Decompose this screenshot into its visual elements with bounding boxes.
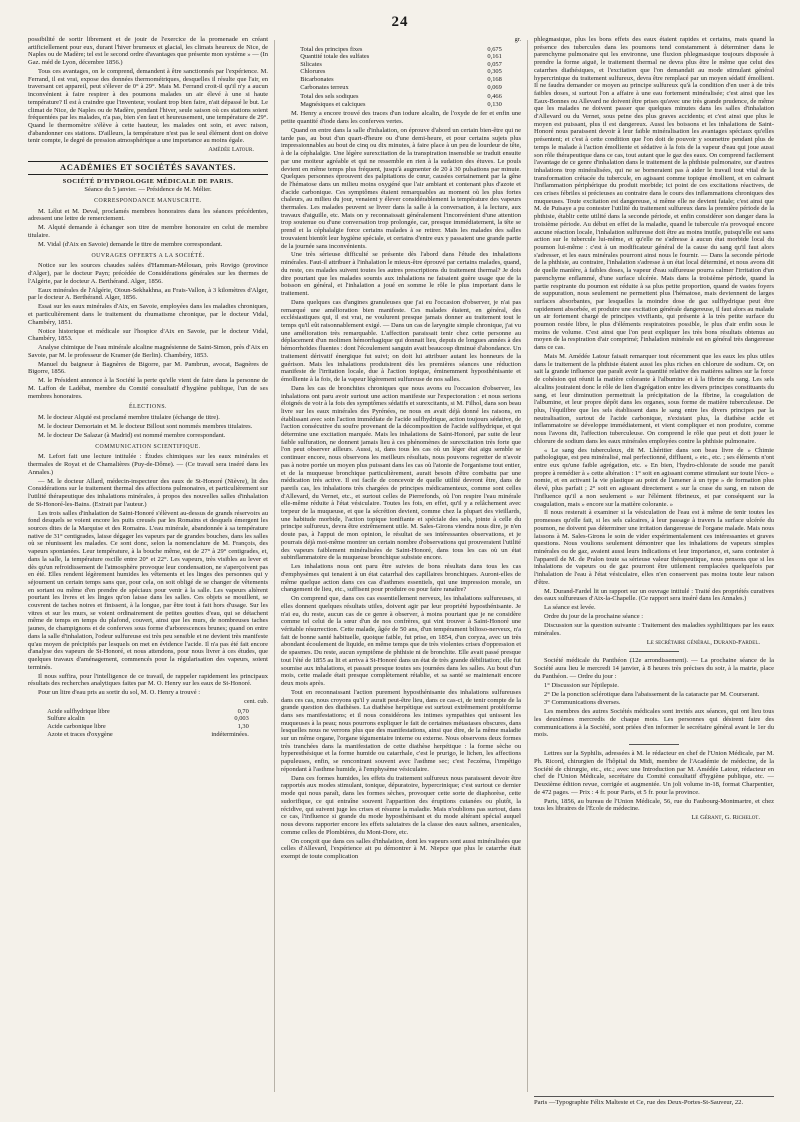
row-value: 0,466 [487, 93, 502, 101]
paragraph: possibilité de sortir librement et de jouir de l'exercice de la promenade en créant artificiellement pour eux, durant l'hiver brumeux et glacial, les climats heureux de Nice, de Naples ou de Madère; tel est le second ordre d'avantages que présente mon système » — (In Gaz. méd de Lyon, décembre 1856.) [28, 36, 268, 67]
table-row [300, 68, 502, 76]
gerant-signature: Le Gérant, G. Richelot. [691, 814, 760, 822]
column-divider [274, 40, 275, 1092]
paragraph: M. le docteur De Salazar (à Madrid) est nommé membre correspondant. [38, 431, 226, 439]
session-line: Séance du 5 janvier. — Présidence de M. Mélier. [84, 186, 212, 194]
secretary-signature: Le secrétaire général, Durand-Fardel. [646, 638, 760, 646]
row-label: Sulfure alcalin [47, 715, 85, 723]
paragraph: Tout en reconnaissant l'action purement hyposthénisante des inhalations sulfureuses dans ces cas, nous croyons qu'il y aurait peut-être lieu, dans ce cas-ci, de tenir compte de la grande question des diathèses. La diathèse herpétique est surtout extrêmement protéiforme dans ses manifestations; et il nous considérons les intimes sympathies qui unissent les muqueuses à la peau; nous pourrons expliquer le fait de certaines métastases obscures, dans lesquelles nous ne verrons plus que des manifestations, ainsi que dire, de la même maladie sur un même organe, l'organe tégumentaire interne ou externe. Nous observons deux formes très tranchées dans la manifestation de cette diathèse herpétique : la forme sèche ou hyperesthésique et la forme humide ou catarrhale, c'est le prurigo, le lichen, les affections papuleuses, enfin, se rencontrant souvent avec l'asthme sec; c'est l'eczéma, l'impétigo répondant à l'asthme humide, à l'emphysème vésiculaire. [281, 688, 521, 773]
paragraph: Analyse chimique de l'eau minérale alcaline magnésienne de Saint-Simon, près d'Aix en Savoie, par M. le professeur de Kramer (de Berlin). Chambéry, 1853. [28, 344, 268, 359]
table-row [300, 46, 502, 54]
paragraph: — M. le docteur Allard, médecin-inspecteur des eaux de St-Honoré (Nièvre), lit des Considérations sur le traitement thermal des affections pulmonaires, et particulièrement sur l'utilité thérapeutique des inhalations minérales, à propos des nouvelles salles d'inhalation de St-Honoré-les-Bains. (Extrait par l'auteur.) [28, 477, 268, 508]
subsection-heading: ÉLECTIONS. [128, 404, 167, 411]
paragraph: 2° De la ponction sclérotique dans l'abaissement de la cataracte par M. Courserant. [544, 690, 760, 698]
row-value: indéterminées. [211, 730, 249, 738]
paragraph: Dans ces formes humides, les effets du traitement sulfureux nous paraissent devoir être rapportés aux modes stimulant, tonique, dépuratoire, hypercrinique; c'est surtout ce dernier mode qui nous paraît, dans les formes sèches, provoquer cette sorte de diaphorèse, cette sudorifique, ce qui entraîne souvent l'apparition des éruptions cutanées ou plutôt, la récidive, qui suivent juge les crises et résume la maladie. Mais n'oublions pas surtout, dans ce cas, l'influence si grande du mode hyposthénisant et du mode altérant spécial auquel nous devons rapporter encore les effets salutaires de la classe des eaux salines, arsenicales, comme celles de Plombières, du Mont-Dore, etc. [281, 774, 521, 836]
table-unit: cent. cub. [244, 698, 268, 706]
paragraph: Société médicale du Panthéon (12e arrondissement). — La prochaine séance de la Société aura lieu le mercredi 14 janvier, à 8 heures très précises du soir, à la mairie, place du Panthéon. — Ordre du jour : [534, 657, 774, 680]
paragraph: Les trois salles d'inhalation de Saint-Honoré s'élèvent au-dessus de grands réservoirs au fond desquels se voient encore les puits creusés par les Romains et desquels émergent les sources dites de la Marquise et des Romains. L'eau minérale, abandonnée à sa température native de 31° centigrades, laisse dégager les vapeurs par de grandes bouches, dans les salles où se réunissent les malades. Ce sont donc, selon la nomenclature de M. François, des vapeurs spontanées. Leur température, à la bouche même, est de 27° à 29° centigrades, et, dans la salle, la température oscille entre 20° et 22°. Les vapeurs, très visibles au lever et dès qu'un refroidissement de l'atmosphère provoque leur condensation, ne s'aperçoivent pas en été. Elles rendent légèrement humides les vêtements et les linges des personnes qui y séjournent un certain temps sans que, pour cela, on soit obligé de se changer de vêtements en sortant ou même d'en prendre de spéciaux pour venir à la salle. Les vapeurs altèrent pourtant les livres et les linges qu'on laisse dans les salles. Ces objets se mouillent, se couvrent de taches noires et finissent, à la longue, par être tout à fait hors d'usage. Sur les vitres et sur les murs, se voient ordinairement de petites gouttes d'eau, qui se détachent même de temps en temps du plafond, couvert, ainsi que les murs, de nombreuses taches jaunes, de champignons et de conferves sous forme d'arborescences brunes; quand on entre dans la salle d'inhalation, l'odeur sulfureuse est très peu sensible et ne devient très manifeste qu'au moyen de précipités par lesquels on met en évidence l'acide. Il n'a pas été fait encore d'analyse des vapeurs de St-Honoré, et nous attendons, pour nous livrer à ces études, que quelques travaux d'aménagement, commencés pour la régularisation des vapeurs, soient terminés. [28, 509, 268, 671]
table-row [47, 731, 249, 739]
paragraph: Dans quelques cas d'angines granuleuses que j'ai eu l'occasion d'observer, je n'ai pas remarqué une amélioration bien manifeste. Ces malades étaient, en général, des ecclésiastiques qui, il est vrai, ne voulurent presque jamais donner au traitement tout le temps qu'il eût raisonnablement exigé. — Dans un cas de laryngite simple chronique, j'ai vu une amélioration très remarquable. L'affection paraissait tenir chez cette personne au déplacement d'un molimen hémorrhagique qui donnait lieu, depuis de longues années à des hémorrhoïdes fluentes : dont l'écoulement sanguin avait beaucoup diminué d'abondance. Un traitement dérivatif énergique fut suivi; on doit lui attribuer autant les honneurs de la guérison. Mais les inhalations produisirent dès les premières séances une réduction manifeste de l'irritation locale, due à l'action topique, éminemment hyposthénisante et émolliente à la fois, de la vapeur légèrement sulfureuse de nos salles. [281, 298, 521, 383]
paragraph: Manuel du baigneur à Bagnères de Bigorre, par M. Pambrun, avocat, Bagnères de Bigorre, 1856. [28, 360, 268, 376]
paragraph: M. Lefort fait une lecture intitulée : Études chimiques sur les eaux minérales et thermales de Royat et de Chamalières (Puy-de-Dôme). — (Ce travail sera inséré dans les Annales.) [28, 453, 268, 476]
row-label: Bicarbonates [300, 76, 334, 84]
subsection-heading: COMMUNICATION SCIENTIFIQUE. [95, 443, 201, 450]
paragraph: Il nous resterait à examiner si la vésiculation de l'eau est à même de tenir toutes les promesses qu'elle fait, si les sels calcaires, à leur passage à travers la surface ulcérée du poumon, ne doivent pas déterminer une irritation dangereuse de l'organe malade. Mais nous laissons à M. Sales-Girons le soin de vider expérimentalement ces intéressantes et graves questions. Nous voulions seulement démontrer que les inhalations de vapeurs simples minérales ou de gaz, avaient aussi leurs indications et leur importance, et, sans contester à l'appareil de M. de Pralon toute sa sérieuse valeur thérapeutique, nous pensons que si les inhalations de vapeurs ou de gaz pourront être utilement remplacées quelquefois par l'inhalation de l'eau à l'état vésiculaire, elles n'en conservent pas moins toute leur raison d'être. [534, 509, 774, 586]
column-1 [28, 36, 268, 1104]
row-label: Total des principes fixes [300, 45, 363, 53]
row-value: 0,675 [487, 45, 502, 53]
advertisement-publisher: Paris, 1856, au bureau de l'Union Médicale, 56, rue du Faubourg-Montmartre, et chez tous les libraires de l'École de médecine. [534, 797, 774, 813]
subsection-heading: OUVRAGES OFFERTS A LA SOCIÉTÉ. [91, 252, 205, 259]
gas-analysis-table [47, 708, 249, 738]
table-row [47, 708, 249, 716]
table-row [300, 101, 502, 109]
paragraph: Notice historique et médicale sur l'hospice d'Aix en Savoie, par le docteur Vidal, Chambéry, 1853. [28, 327, 268, 343]
paragraph: Une très sérieuse difficulté se présente dès l'abord dans l'étude des inhalations minérales. Faut-il attribuer à l'inhalation le mieux-être éprouvé par certains malades, quand, du reste, ces malades suivent toutes les autres prescriptions du traitement thermal? Je dois dire pourtant que les malades soumis aux inhalations ne faisaient guère usage que de la boisson en général, et l'inhalation a joué en somme le rôle le plus important dans le traitement. [281, 251, 521, 297]
row-label: Silicates [300, 60, 322, 68]
paragraph: Il nous suffira, pour l'intelligence de ce travail, de rappeler rapidement les principaux résultats des recherches analytiques faites par M. O. Henry sur les eaux de St-Honoré. [28, 672, 268, 688]
row-label: Quantité totale des sulfates [300, 53, 370, 61]
paragraph: M. le docteur Demortain et M. le docteur Billout sont nommés membres titulaires. [38, 423, 253, 430]
paragraph: Eaux minérales de l'Algérie, Oioun-Sekhakhna, au Frais-Vallon, à 3 kilomètres d'Alger, par le docteur A. Berthérand. Alger, 1856. [28, 286, 268, 302]
row-value: 0,069 [487, 83, 502, 91]
row-label: Magnésiques et calciques [300, 100, 366, 108]
table-row [300, 61, 502, 69]
row-value: 0,161 [487, 53, 502, 61]
paragraph: Notice sur les sources chaudes salées d'Hamman-Mélouan, près Rovigo (province d'Alger), par le docteur Payn; précédée de Considérations générales sur les thermes de l'Algérie, par le docteur A. Berthérand. Alger, 1856. [28, 262, 268, 285]
paragraph: Mais M. Amédée Latour faisait remarquer tout récemment que les eaux les plus utiles dans le traitement de la phthisie étaient aussi les plus riches en chlorure de sodium. Or, on sait la grande influence que paraît avoir la quantité relative des matières salines sur la force de cohésion qui réunit la matière colorante à l'albumine et à la fibrine du sang. Les sels alcalins jouiraient donc le rôle de lien d'agrégation entre les divers principes constituants du sang, et leur diminution permettrait la précipitation de la fibrine, la coagulation de l'albumine, et leur propre dépôt dans les organes, sous forme de matière tuberculeuse. De plus, l'équilibre que les sels établissent dans le sang entre les divers principes par la neutralisation, surtout de l'acide carbonique, n'existant plus, la diathèse acide et inflammatoire se développe immédiatement, et vient compliquer et non produire, comme nous l'avons dit, l'affection tuberculeuse. On comprend le rôle que peut et doit jouer le chlorure de sodium dans les eaux minérales employées contre la phthisie pulmonaire. [534, 353, 774, 445]
table-row [300, 91, 502, 101]
paragraph: Essai sur les eaux minérales d'Aix, en Savoie, employées dans les maladies chroniques, et particulièrement dans le traitement du rhumatisme chronique, par le docteur Vidal, Chambéry, 1851. [28, 303, 268, 326]
column-divider [527, 40, 528, 1092]
paragraph: M. le docteur Alquié est proclamé membre titulaire (échange de titre). [38, 414, 220, 422]
advertisement: Lettres sur la Syphilis, adressées à M. le rédacteur en chef de l'Union Médicale, par M. Ph. Ricord, chirurgien de l'hôpital du Midi, membre de l'Académie de médecine, de la Société de chirurgie, etc., etc.; avec une Introduction par M. Amédée Latour, rédacteur en chef de l'Union Médicale, secrétaire du Comité consultatif d'hygiène publique, etc. — Deuxième édition revue, corrigée et augmentée. Un joli volume in-18, format Charpentier, de 472 pages. — Prix : 4 fr. pour Paris, et 5 fr. pour la province. [534, 750, 774, 796]
divider [629, 651, 679, 652]
paragraph: Pour un litre d'eau pris au sortir du sol, M. O. Henry a trouvé : [38, 689, 201, 697]
paragraph: phlegmasique, plus les bons effets des eaux étaient rapides et certains, mais quand la présence des tubercules dans les poumons tend constamment à déterminer dans le parenchyme pulmonaire qui les environne, une fluxion phlegmasique toujours disposée à prendre la forme aiguë, le traitement thermal ne devra plus être le même que celui des catarrhes diathésiques, et l'excitation que l'on demandait au mode stimulant général hypercrinique du traitement sulfureux, devra être remplacé par un moyen sédatif émollient. Il ne faudra demander ce moyen au principe sulfureux qu'à la condition d'en user à de très faibles doses, si surtout l'on a affaire à une eau fortement minéralisée; c'est ainsi que les Eaux-Bonnes ou Allevard ne doivent être prises qu'avec une très grande prudence, de même que les malades ne doivent passer que quelques minutes dans les salles d'inhalation d'Allevard ou du Vernet, sous peine des plus graves accidents; et c'est ainsi que plus le moyen est puissant, plus il est dangereux. Aussi les boissons et les inhalations de Saint-Honoré nous paraissent devoir à leur faible minéralisation les avantages spéciaux qu'elles présentent; et c'est à cette condition que l'on doit de pouvoir y soumettre pendant plus de temps le malade à l'action émolliente et sédative à la fois de la vapeur d'eau qui joue aussi son rôle thérapeutique dans ce cas, tout autant que le gaz des eaux. On comprend facilement l'avantage de ce genre d'inhalation dans le traitement de la phthisie pulmonaire, sur d'autres inhalations trop minéralisées, qui ne se borneraient pas à aider le travail tout vital de la transformation crétacée du tubercule, en agissant comme topique émollient, et en calmant l'inflammation périphérique du produit morbide; ici point de ces excitations réactives, de ces crises fébriles si précieuses au contraire dans le cours des inflammations chroniques des muqueuses. Toute excitation est dangereuse, si même elle ne devient fatale; c'est ainsi que M. de Puisaye a pu contester l'utilité du traitement sulfureux dans la première période de la phthisie, établir cette utilité dans la seconde période, et enfin considérer son danger dans la troisième période. Au début en effet de la maladie, quand le tubercule n'a provoqué encore aucune réaction locale, l'inhalation sulfureuse doit être au moins inutile, puisqu'elle est sans action sur le tubercule lui-même, et qu'elle ne s'adresse à aucun état morbide local du poumon lui-même : c'est à un modificateur général de la cause du sang qu'il faut alors s'adresser, et les eaux minérales pourront ainsi nous le fournir. — Dans la seconde période de la phthisie, au contraire, l'inhalation s'adresse à un état local déterminé, et nous avons dit de quelle manière, à faibles doses, la vapeur d'eau sulfureuse pourra calmer l'irritation d'un parenchyme enflammé, d'une surface ulcérée. Mais dans la troisième période, quand la partie respirante du poumon est réduite à sa plus petite proportion, quand de vastes foyers de suppuration, nous seulement ne permettent plus l'hématose, mais deviennent de larges surfaces absorbantes, par lesquelles la moindre dose de gaz sulfhydrique peut être rapidement absorbée, et produire une excitation générale dangereuse, il faut alors au malade un air fortement chargé de principes vivifiants, qui présente à la très petite surface du poumon restée libre, le plus d'éléments respiratoires possible, le plus d'air enfin sous le moins de volume. C'est ainsi que l'on peut expliquer les très bons résultats obtenus au moyen de la respiration d'air comprimé; l'inhalation minérale est en général très dangereuse dans ce cas. [534, 36, 774, 352]
paragraph: Quand on entre dans la salle d'inhalation, on éprouve d'abord un certain bien-être qui ne tarde pas, au bout d'un quart-d'heure ou d'une demi-heure, et pour certains sujets plus impressionnables au bout de cinq ou dix minutes, à faire place à un peu de lourdeur de tête, à de la céphalalgie. Une légère surexcitation de la transpiration insensible se traduit ensuite par une moiteur agréable et qui ne ressemble en rien à la sudation des étuves. Le pouls devient en même temps plus fréquent, jusqu'à augmenter de 20 à 30 pulsations par minute. Quelques personnes éprouvent des palpitations de cœur, causées certainement par la gêne de l'hématose dans un milieu moins oxygéné que l'air ambiant et contenant plus d'azote et d'acide carbonique. Ces symptômes étaient remarquables au moment où les plus fortes chaleurs, au milieu du jour, venaient y élever considérablement la température des vapeurs thermales. Les malades peuvent se livrer dans la salle à la conversation, à la lecture, aux travaux d'aiguille, etc. Mais on y reconnaissait généralement l'inconvénient d'une attention trop soutenue ou d'une conversation trop prolongée, car, presque immédiatement, la tête se prend et la céphalalgie force certains malades à se retirer. Mais les malades des salles trouvaient bientôt leur hygiène spéciale, et certains d'entre eux y passaient une grande partie de la journée sans inconvénients. [281, 127, 521, 250]
quotation: « Le sang des tuberculeux, dit M. Lhéritier dans son beau livre de » Chimie pathologique, est peu minéralisé, mal perfectionné, diffluent, » etc., etc. ; ses éléments n'ont entre eux qu'une faible agrégation, etc. » En bien, l'hydro-chlorate de soude me paraît propre à remédier à » cette altération : 1° soit en agissant comme stimulant sur toute l'éco- » nomie, et en activant la vie plastique au point de l'amener à un type » de formation plus élevé, plus parfait ; 2° soit en agissant directement » sur la crase du sang, en raison de l'influence qu'il a non seulement » sur l'élément fibrineux, et par conséquent sur la coagulation, mais » encore sur la matière colorante. » [534, 446, 774, 508]
row-value: 0,305 [487, 68, 502, 76]
page-number: 24 [391, 14, 409, 30]
subsection-heading: CORRESPONDANCE MANUSCRITE. [94, 198, 202, 205]
column-3 [534, 36, 774, 1088]
paragraph: Les membres des autres Sociétés médicales sont invités aux séances, qui ont lieu tous les deuxièmes mercredis de chaque mois. Les personnes qui désirent faire des communications à la Société, sont priées d'en informer le secrétaire général avant le 1er du mois. [534, 708, 774, 739]
table-row [300, 53, 502, 61]
section-title: ACADÉMIES ET SOCIÉTÉS SAVANTES. [28, 161, 268, 175]
paragraph: M. Vidal (d'Aix en Savoie) demande le titre de membre correspondant. [38, 240, 223, 248]
paragraph: Tous ces avantages, on le comprend, demandent à être sanctionnés par l'expérience. M. Ferrand, il est vrai, expose des données thermométriques, desquelles il résulte que l'air, en traversant cet appareil, peut s'élever de 0° à 29°. Mais M. Ferrand croit-il qu'il n'y a aucun inconvénient à faire respirer à des poumons malades un air élevé à une si haute température? Il est à craindre que l'inventeur, voulant trop bien faire, n'ait dépassé le but. Le climat de Nice, de Naples ou de Madère, pendant l'hiver, seule saison où ces stations soient fréquentées par les malades, n'a pas, bien s'en faut et heureusement, une température de 29°. Quand le thermomètre s'élève à cette hauteur, les malades ont soin, et avec raison, d'abandonner ces stations. D'ailleurs, la température n'est pas le seul élément dont on doive tenir compte, le degré de pression atmosphérique a une importance au moins égale. [28, 68, 268, 145]
paragraph: M. Durand-Fardel lit un rapport sur un ouvrage intitulé : Traité des propriétés curatives des eaux sulfureuses d'Aix-la-Chapelle. (Ce rapport sera inséré dans les Annales.) [534, 587, 774, 603]
row-value: 0,130 [487, 100, 502, 108]
paragraph: M. Lélut et M. Deval, proclamés membres honoraires dans les séances précédentes, adressent une lettre de remerciement. [28, 207, 268, 223]
signature: Amédée Latour. [208, 146, 254, 154]
row-label: Acide sulfhydrique libre [47, 707, 110, 715]
divider [629, 744, 679, 745]
paragraph: 3° Communications diverses. [544, 699, 621, 707]
salts-analysis-table [300, 46, 502, 109]
paragraph: Les inhalations nous ont paru être suivies de bons résultats dans tous les cas d'emphysèmes qui tenaient à un état catarrhal des capillaires bronchiques. Auront-elles de même quelque action dans ces cas d'asthmes essentiels, qui une impression morale, un changement de lieu, etc., suffisent pour produire ou pour faire ranaître? [281, 563, 521, 594]
table-row [47, 715, 249, 723]
row-value: 0,168 [487, 76, 502, 84]
table-row [300, 84, 502, 92]
paragraph: On comprend que, dans ces cas essentiellement nerveux, les inhalations sulfureuses, si elles donnent quelques résultats utiles, doivent agir par leur propriété hyposthénisante. Je n'ai eu, du reste, aucun cas de ce genre à observer, à moins pourtant que je ne considère comme tel celui de la sœur d'un de nos confrères, qui vint trouver à Saint-Honoré une véritable résurrection. Cette malade, âgée de 50 ans, d'un tempérament bilioso-nerveux, n'a fait de bonne santé habituelle, quoique faible, fut prise, en 1854, d'un coryza, avec un très abondant écoulement de liquide, en même temps que de très violentes crises d'oppression et de spasmes. Du reste, aucun symptôme de phthisie ni de bronchite. Elle avait passé presque tout l'été de 1855 au lit et arriva à St-Honoré dans un état de très grande débilitation; elle fut soumise aux inhalations, et passait presque toutes ses journées dans les salles. Au bout d'un mois, cette malade était presque complètement rétablie, et sa santé se maintenait encore deux mois après. [281, 595, 521, 687]
society-title: SOCIÉTÉ D'HYDROLOGIE MÉDICALE DE PARIS. [62, 177, 234, 185]
row-label: Total des sels sodiques [300, 93, 359, 101]
column-2 [281, 36, 521, 1104]
row-value: 0,057 [487, 60, 502, 68]
paragraph: Discussion sur la question suivante : Traitement des maladies syphilitiques par les eaux minérales. [534, 622, 774, 637]
row-value: 1,30 [237, 722, 249, 730]
printer-imprint: Paris —Typographie Félix Malteste et Ce, rue des Deux-Portes-St-Sauveur, 22. [534, 1096, 774, 1106]
table-row [47, 723, 249, 731]
row-label: Acide carbonique libre [47, 722, 106, 730]
paragraph: 1° Discussion sur l'épilepsie. [544, 681, 619, 689]
paragraph: M. Henry a encore trouvé des traces d'un iodure alcalin, de l'oxyde de fer et enfin une petite quantité d'iode dans les conferves vertes. [281, 110, 521, 126]
row-value: 0,70 [237, 707, 249, 715]
row-label: Azote et traces d'oxygène [47, 730, 113, 738]
table-unit: gr. [514, 36, 521, 43]
paragraph: M. Alquié demande à échanger son titre de membre honoraire en celui de membre titulaire. [28, 224, 268, 240]
row-label: Carbonates terreux [300, 83, 349, 91]
row-value: 0,003 [234, 715, 249, 723]
paragraph: On conçoit que dans ces salles d'inhalation, dont les vapeurs sont aussi minéralisées que celles d'Allevard, l'expérience ait pu démontrer à M. Niepce que plus le catarrhe était exempt de toute complication [281, 837, 521, 860]
paragraph: La séance est levée. [544, 604, 596, 612]
paragraph: Dans les cas de bronchites chroniques que nous avons eu l'occasion d'observer, les inhalations ont paru avoir surtout une action manifeste sur l'expectoration : et nous serions éloignés de voir à la fois des symptômes sédatifs et surexcitants, si M. Filhol, dans son beau livre sur les eaux minérales des Pyrénées, ne nous en avait déjà donné les raisons, en établissant avec soin l'action immédiate de l'acide sulfhydrique, action toujours sédative, de l'action consécutive du soufre provenant de la décomposition de l'acide sulfhydrique, et qui détermine une excitation marquée. Mais les inhalations de Saint-Honoré, par suite de leur faible sulfuration, ne donnent jamais lieu à ces phénomènes de surexcitation très forte que l'on peut observer ailleurs. Aussi, si, dans tous les cas où un léger état aigu semble se continuer encore, nous observons les meilleurs résultats, nous pouvons regretter de n'avoir pas à notre portée un moyen plus puissant dans les cas où l'atonie de l'organisme tout entier, et de la muqueuse bronchique particulièrement, aurait besoin d'être combattu par une médication très active. Il est facile de concevoir de quelle utilité devront être, dans de pareils cas, les inhalations très chargées de principes médicamenteux, comme sont celles d'Allevard, du Vernet, etc., et surtout celles de Pierrefonds, où l'on respire l'eau minérale elle-même réduite à l'état vésiculaire. Toutes les fois, en effet, qu'il y a relâchement avec torpeur de la muqueuse, et que la sécrétion devient, comme chez la plupart des vieillards, une habitude morbide, l'action topique tonifiante et spéciale des sels, jointe à celle du principe sulfureux, devra être extrêmement utile. M. Sales-Girons viendra nous dire, je n'en doute pas, à l'appui de mon opinion, le résultat de ses intéressantes observations, et je pourrais déjà moi-même montrer un certain nombre d'observations qui prouveraient l'utilité des vapeurs faiblement minéralisées de Saint-Honoré, dans tous les cas où un état subinflammatoire de la muqueuse bronchique subsiste encore. [281, 384, 521, 562]
table-row [300, 76, 502, 84]
paragraph: Ordre du jour de la prochaine séance : [544, 613, 644, 621]
row-label: Chlorures [300, 68, 326, 76]
paragraph: M. le Président annonce à la Société la perte qu'elle vient de faire dans la personne de M. Laffon de Ladébat, membre du Comité consultatif d'hygiène publique, l'un de ses membres honoraires. [28, 377, 268, 400]
